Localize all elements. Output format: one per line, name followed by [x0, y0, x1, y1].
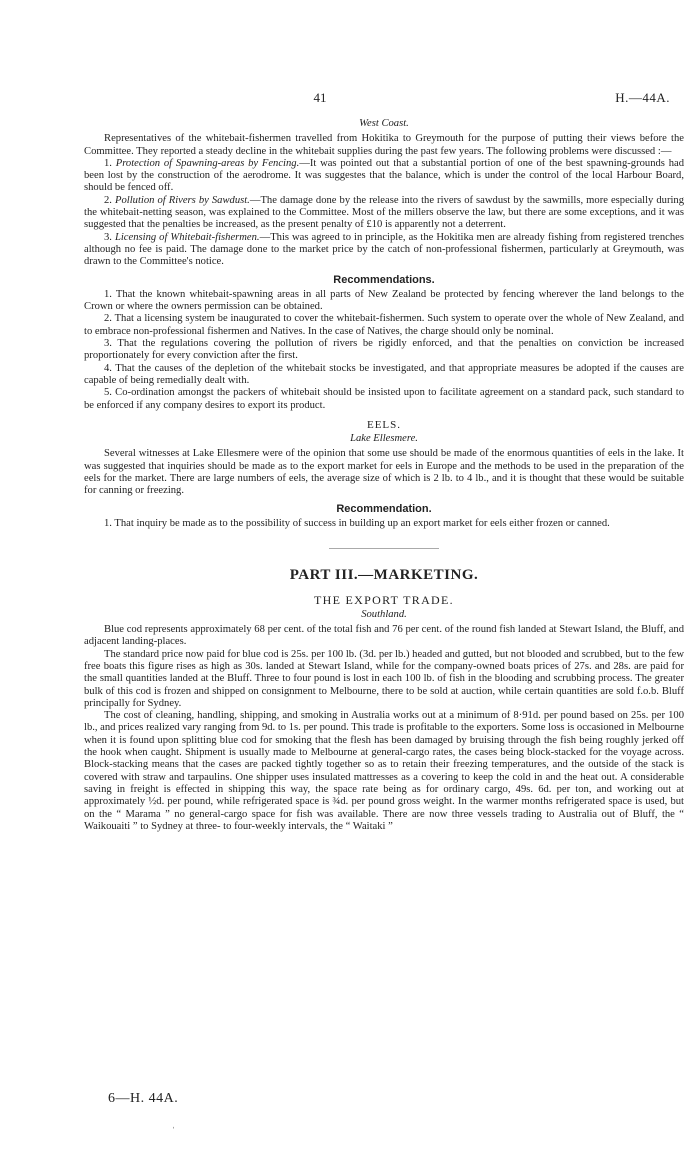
- recommendation-item: 1. That the known whitebait-spawning areas in all parts of New Zealand be protected by fencing wherever the land belongs to the Crown or where the owners permission can be obtained.: [84, 288, 684, 313]
- section-title-eels: EELS.: [366, 418, 402, 431]
- page-number: 41: [313, 90, 327, 105]
- problem-heading: Protection of Spawning-areas by Fencing.: [115, 157, 300, 169]
- part-title: PART III.—MARKETING.: [289, 567, 479, 584]
- marketing-paragraph: The cost of cleaning, handling, shipping, and smoking in Australia works out at a minimum of 8·91d. per pound based on 25s. per 100 lb., and prices realized vary ranging from 9d. to 1s. per pound. This trade is profitable to the exporters. Some loss is occasioned in Melbourne when it is found upon splitting blue cod for smoking that the flesh has been damaged by bruising through the fish being roughly jerked off the hook when caught. Shipment is usually made to Melbourne at general-cargo rates, the cases being block-stacked for the voyage across. Block-stacking means that the cases are packed tightly together so as to retain their freezing temperatures, and the outside of the stack is covered with straw and tarpaulins. One shipper uses insulated mattresses as a covering to keep the cold in and the heat out. A considerable saving in freight is effected in shipping this way, the space rate being as for ordinary cargo, 49s. 6d. per ton, and working out at approximately ½d. per pound, while refrigerated space is ¾d. per pound gross weight. In the warmer months refrigerated space is used, but on the “ Marama ” no general-cargo space for fish was available. There are now three vessels trading to Australia out of Bluff, the “ Waikouaiti ” to Sydney at three- to four-weekly intervals, the “ Waitaki ”: [84, 710, 684, 832]
- document-reference: H.—44A.: [615, 90, 670, 105]
- eels-recommendation: 1. That inquiry be made as to the possibility of success in building up an export market for eels either frozen or canned.: [104, 517, 610, 529]
- recommendations-heading: Recommendations.: [333, 273, 435, 286]
- recommendation-item: 3. That the regulations covering the pollution of rivers be rigidly enforced, and that the penalties on conviction be increased proportionately for every conviction after the first.: [84, 338, 684, 362]
- section-title-west-coast: West Coast.: [359, 118, 409, 129]
- problem-heading: Pollution of Rivers by Sawdust.: [115, 194, 250, 206]
- eels-paragraph: Several witnesses at Lake Ellesmere were of the opinion that some use should be made of the enormous quantities of eels in the lake. It was suggested that inquiries should be made as to the export market for eels in Europe and the methods to be used in the preparation of the eels for the market. There are large numbers of eels, the average size of which is 2 lb. to 4 lb., and it is thought that these would be suitable for canning or freezing.: [84, 448, 684, 497]
- recommendation-item: 2. That a licensing system be inaugurated to cover the whitebait-fishermen. Such system to operate over the whole of New Zealand, and to embrace non-professional fishermen and Natives. In the case of Natives, the charge should only be nominal.: [84, 313, 684, 337]
- eels-recommendation-heading: Recommendation.: [336, 502, 432, 515]
- recommendation-item: 4. That the causes of the depletion of the whitebait stocks be investigated, and that appropriate measures be adopted if the causes are capable of being remedially dealt with.: [84, 362, 684, 386]
- export-trade-heading: THE EXPORT TRADE.: [314, 592, 454, 607]
- document-body: [84, 118, 684, 833]
- signature-reference: 6—H. 44A.: [108, 1091, 179, 1106]
- problem-item: 3. Licensing of Whitebait-fishermen.—This was agreed to in principle, as the Hokitika men are already fishing from registered trenches although no fee is paid. The damage done to the market price by the catch of non-professional fishermen, particularly at Greymouth, was drawn to the Committee's notice.: [84, 231, 684, 268]
- problem-item: 1. Protection of Spawning-areas by Fencing.—It was pointed out that a substantial portion of one of the best spawning-grounds had been lost by the construction of the aerodrome. It was suggestes that the balance, which is under the control of the local Harbour Board, should be fenced off.: [84, 157, 684, 194]
- section-divider: [329, 548, 439, 549]
- printer-mark: ˌ: [172, 1118, 176, 1129]
- recommendation-item: 5. Co-ordination amongst the packers of whitebait should be insisted upon to facilitate agreement on a standard pack, such standard to be enforced if any company desires to export its product.: [84, 387, 684, 411]
- west-coast-intro: Representatives of the whitebait-fishermen travelled from Hokitika to Greymouth for the purpose of putting their views before the Committee. They reported a steady decline in the whitebait supplies during the past few years. The following problems were discussed :—: [84, 133, 684, 157]
- problem-heading: Licensing of Whitebait-fishermen.: [114, 231, 260, 243]
- region-subtitle: Southland.: [361, 608, 407, 620]
- marketing-paragraph: Blue cod represents approximately 68 per cent. of the total fish and 76 per cent. of the round fish landed at Stewart Island, the Bluff, and adjacent landing-places.: [84, 624, 684, 648]
- marketing-paragraph: The standard price now paid for blue cod is 25s. per 100 lb. (3d. per lb.) headed and gutted, but not blooded and scrubbed, but to the few free boats this figure rises as high as 30s. landed at Stewart Island, while for the company-owned boats prices of 27s. and 28s. are paid for the small quantities landed at the Bluff. Three to four pound is lost in each 100 lb. of fish in the blooding and scrubbing process. The greater bulk of this cod is frozen and shipped on consignment to Melbourne, there to be sold at auction, while certain quantities are sold f.o.b. Bluff principally for Sydney.: [84, 648, 684, 709]
- problem-item: 2. Pollution of Rivers by Sawdust.—The damage done by the release into the rivers of sawdust by the sawmills, more especially during the whitebait-netting season, was explained to the Committee. Most of the millers observe the law, but there are some exceptions, and it was suggested that the penalties be increased, as the present penalty of £10 is apparently not a deterrent.: [84, 194, 685, 231]
- eels-subtitle: Lake Ellesmere.: [350, 433, 418, 445]
